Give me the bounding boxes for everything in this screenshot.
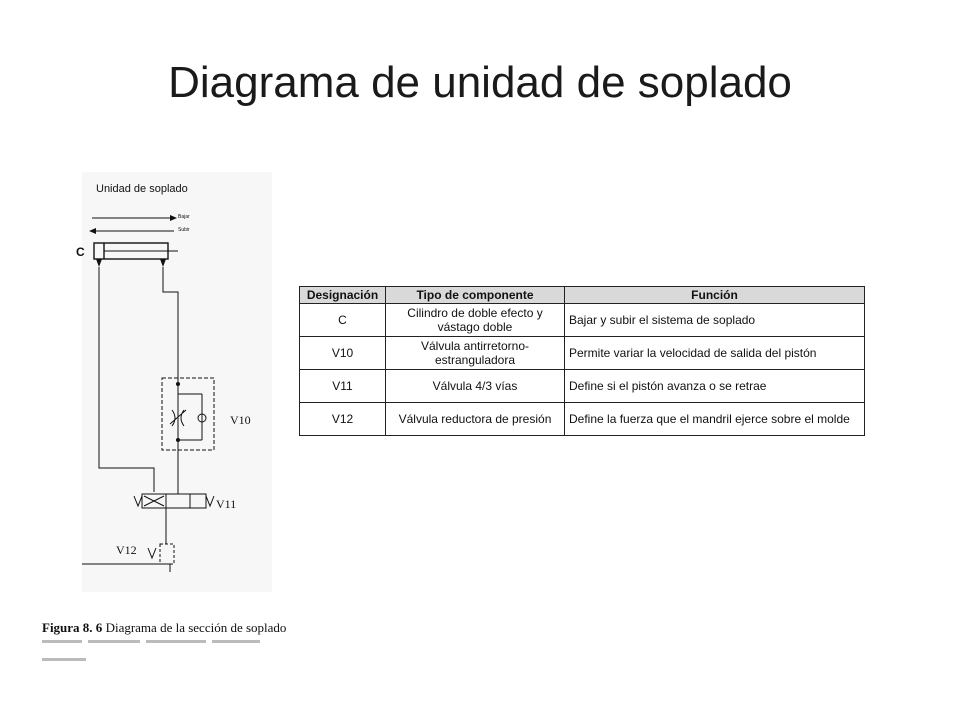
line-right <box>163 267 178 382</box>
cell-function: Permite variar la velocidad de salida del pistón <box>565 337 865 370</box>
arrow-down-head <box>170 215 177 221</box>
pressure-spring-icon <box>148 548 156 558</box>
slide-title: Diagrama de unidad de soplado <box>168 58 792 107</box>
figure-caption <box>42 620 286 636</box>
arrow-up-label: Subir <box>178 227 190 233</box>
label-v10: V10 <box>230 413 251 427</box>
cell-function: Define si el pistón avanza o se retrae <box>565 370 865 403</box>
v12-box <box>160 544 174 564</box>
pneumatic-diagram <box>76 172 272 592</box>
v10-node-bottom <box>176 438 180 442</box>
header-designation: Designación <box>300 287 386 304</box>
pneumatic-schematic <box>76 172 272 592</box>
cell-designation: V10 <box>300 337 386 370</box>
port-right <box>160 259 166 267</box>
v10-node-top <box>176 382 180 386</box>
v11-block-center <box>166 494 190 508</box>
table-row <box>300 337 865 370</box>
cell-component-type: Válvula antirretorno-estranguladora <box>386 337 565 370</box>
line-left <box>99 267 154 492</box>
cell-component-type: Cilindro de doble efecto y vástago doble <box>386 304 565 337</box>
cell-designation: C <box>300 304 386 337</box>
arrow-up-head <box>89 228 96 234</box>
table-header-row <box>300 287 865 304</box>
cell-component-type: Válvula reductora de presión <box>386 403 565 436</box>
header-function: Función <box>565 287 865 304</box>
cell-function: Bajar y subir el sistema de soplado <box>565 304 865 337</box>
components-table <box>299 286 865 436</box>
figure-caption-text: Diagrama de la sección de soplado <box>102 620 287 635</box>
cropped-caption-line <box>42 640 312 648</box>
table-row <box>300 304 865 337</box>
diagram-heading: Unidad de soplado <box>96 183 188 195</box>
v11-block-right <box>190 494 206 508</box>
arrow-down-label: Bajar <box>178 214 190 220</box>
port-left <box>96 259 102 267</box>
table-row <box>300 403 865 436</box>
cell-component-type: Válvula 4/3 vías <box>386 370 565 403</box>
header-component-type: Tipo de componente <box>386 287 565 304</box>
label-c: C <box>76 245 85 259</box>
table-row <box>300 370 865 403</box>
cell-designation: V12 <box>300 403 386 436</box>
v11-cross-icon <box>144 496 164 506</box>
label-v11: V11 <box>216 497 237 511</box>
figure-number: Figura 8. 6 <box>42 620 103 635</box>
cell-function: Define la fuerza que el mandril ejerce sobre el molde <box>565 403 865 436</box>
v10-dashed-box <box>162 378 214 450</box>
cell-designation: V11 <box>300 370 386 403</box>
label-v12: V12 <box>116 543 137 557</box>
